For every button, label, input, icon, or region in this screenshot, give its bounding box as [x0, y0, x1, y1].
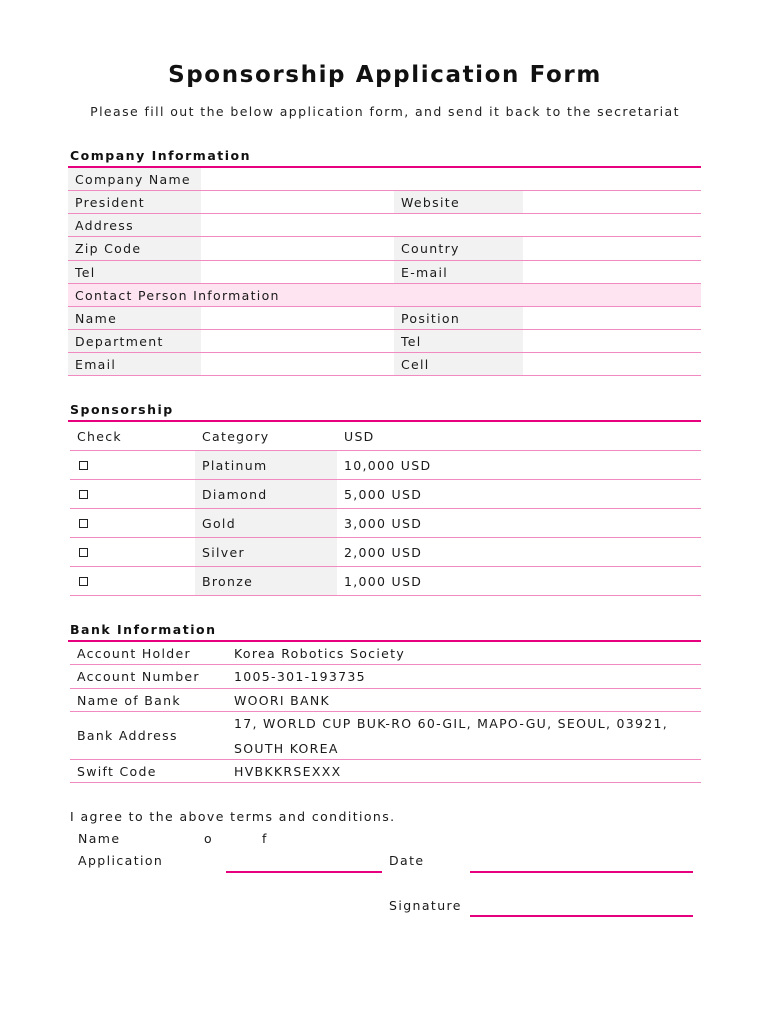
page-title: Sponsorship Application Form: [168, 62, 602, 88]
swift-code-label: Swift Code: [77, 763, 157, 779]
tel-row: [68, 261, 701, 284]
contact-department-row: [68, 330, 701, 353]
sponsorship-row-gold: [70, 509, 701, 538]
platinum-category: Platinum: [195, 451, 337, 479]
president-field[interactable]: [201, 191, 394, 213]
platinum-checkbox[interactable]: [79, 461, 88, 470]
gold-checkbox-cell: [70, 509, 195, 537]
president-label: President: [68, 191, 201, 213]
o-word: o: [204, 831, 214, 846]
platinum-usd: 10,000 USD: [344, 457, 432, 473]
diamond-checkbox[interactable]: [79, 490, 88, 499]
contact-email-field[interactable]: [201, 353, 394, 375]
gold-checkbox[interactable]: [79, 519, 88, 528]
bank-address-line-1: 17, WORLD CUP BUK-RO 60-GIL, MAPO-GU, SEOUL, 03921,: [234, 716, 669, 731]
name-word: Name: [78, 831, 121, 846]
country-label: Country: [394, 237, 523, 260]
address-row: [68, 214, 701, 237]
zip-row: [68, 237, 701, 261]
company-section-heading: Company Information: [70, 148, 252, 163]
contact-department-label: Department: [68, 330, 201, 352]
contact-person-heading: Contact Person Information: [68, 284, 701, 306]
bank-address-line-2: SOUTH KOREA: [234, 741, 339, 756]
signature-label: Signature: [389, 898, 462, 913]
contact-cell-label: Cell: [394, 353, 523, 375]
silver-usd: 2,000 USD: [344, 544, 423, 560]
contact-email-label: Email: [68, 353, 201, 375]
company-name-field[interactable]: [201, 168, 701, 190]
page-subtitle: Please fill out the below application form, and send it back to the secretariat: [90, 104, 680, 119]
tel-field[interactable]: [201, 261, 394, 283]
contact-position-label: Position: [394, 307, 523, 329]
contact-tel-label: Tel: [394, 330, 523, 352]
silver-checkbox-cell: [70, 538, 195, 566]
tel-label: Tel: [68, 261, 201, 283]
contact-heading-row: [68, 284, 701, 307]
bronze-category: Bronze: [195, 567, 337, 595]
date-label: Date: [389, 853, 425, 868]
website-label: Website: [394, 191, 523, 213]
swift-code-row: [70, 760, 701, 783]
contact-name-row: [68, 307, 701, 330]
zip-code-label: Zip Code: [68, 237, 201, 260]
account-number-value: 1005-301-193735: [234, 669, 366, 684]
bronze-usd: 1,000 USD: [344, 573, 423, 589]
bank-address-row: [70, 712, 701, 760]
company-name-row: [68, 168, 701, 191]
contact-department-field[interactable]: [201, 330, 394, 352]
account-number-row: [70, 665, 701, 689]
zip-code-field[interactable]: [201, 237, 394, 260]
name-of-application-line[interactable]: [226, 871, 382, 873]
company-name-label: Company Name: [68, 168, 201, 190]
swift-code-value: HVBKKRSEXXX: [234, 763, 342, 779]
bronze-checkbox-cell: [70, 567, 195, 595]
diamond-category: Diamond: [195, 480, 337, 508]
sponsorship-section-heading: Sponsorship: [70, 402, 174, 417]
address-field[interactable]: [201, 214, 701, 236]
check-column-header: Check: [77, 428, 122, 444]
contact-email-row: [68, 353, 701, 376]
contact-position-field[interactable]: [523, 307, 701, 329]
bank-name-label: Name of Bank: [77, 692, 181, 708]
contact-name-label: Name: [68, 307, 201, 329]
gold-category: Gold: [195, 509, 337, 537]
platinum-checkbox-cell: [70, 451, 195, 479]
bank-name-row: [70, 689, 701, 712]
signature-line[interactable]: [470, 915, 693, 917]
bank-name-value: WOORI BANK: [234, 692, 331, 708]
usd-column-header: USD: [344, 428, 375, 444]
diamond-usd: 5,000 USD: [344, 486, 423, 502]
f-word: f: [262, 831, 268, 846]
sponsorship-header-row: [70, 422, 701, 451]
bank-address-label: Bank Address: [77, 728, 178, 743]
website-field[interactable]: [523, 191, 701, 213]
agreement-statement: I agree to the above terms and conditions.: [70, 809, 396, 824]
sponsorship-row-diamond: [70, 480, 701, 509]
country-field[interactable]: [523, 237, 701, 260]
contact-tel-field[interactable]: [523, 330, 701, 352]
sponsorship-row-bronze: [70, 567, 701, 596]
contact-name-field[interactable]: [201, 307, 394, 329]
sponsorship-row-silver: [70, 538, 701, 567]
bank-section-heading: Bank Information: [70, 622, 217, 637]
category-column-header: Category: [202, 428, 270, 444]
address-label: Address: [68, 214, 201, 236]
account-number-label: Account Number: [77, 669, 200, 684]
bronze-checkbox[interactable]: [79, 577, 88, 586]
president-row: [68, 191, 701, 214]
silver-category: Silver: [195, 538, 337, 566]
account-holder-label: Account Holder: [77, 645, 191, 661]
email-field[interactable]: [523, 261, 701, 283]
diamond-checkbox-cell: [70, 480, 195, 508]
date-line[interactable]: [470, 871, 693, 873]
application-word: Application: [78, 853, 164, 868]
silver-checkbox[interactable]: [79, 548, 88, 557]
email-label: E-mail: [394, 261, 523, 283]
account-holder-row: [70, 642, 701, 665]
contact-cell-field[interactable]: [523, 353, 701, 375]
gold-usd: 3,000 USD: [344, 515, 423, 531]
sponsorship-row-platinum: [70, 451, 701, 480]
account-holder-value: Korea Robotics Society: [234, 645, 406, 661]
